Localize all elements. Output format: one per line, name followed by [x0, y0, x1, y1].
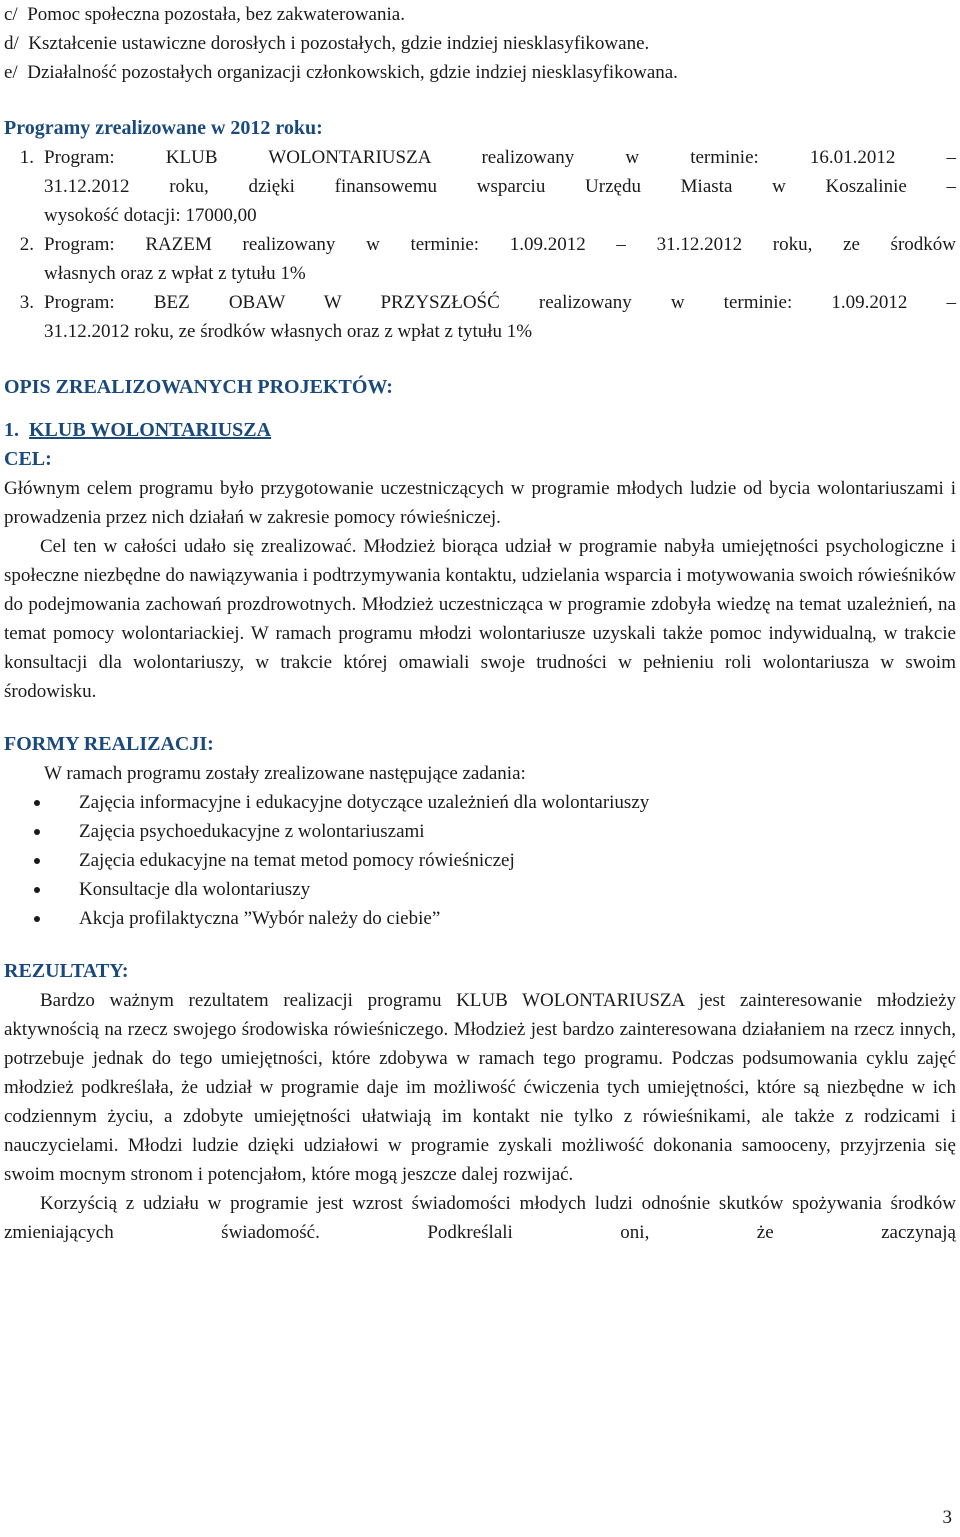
bullet-icon [34, 829, 40, 835]
list-item: d/ Kształcenie ustawiczne dorosłych i pozostałych, gdzie indziej niesklasyfikowane. [4, 33, 650, 54]
bullet-icon [34, 800, 40, 806]
bullet-icon [34, 916, 40, 922]
forms-list [4, 788, 956, 933]
cel-label: CEL: [4, 448, 52, 470]
cel-paragraph-2: Cel ten w całości udało się zrealizować. Młodzież biorąca udział w programie nabyła umiejętności psychologiczne i społeczne niezbędne do nawiązywania i podtrzymywania kontaktu, udzielania wsparcia i motywowania swoich rówieśników do podejmowania zachowań prozdrowotnych. Młodzież uczestnicząca w programie zdobyła wiedzę na temat uzależnień, na temat pomocy wolontariackiej. W ramach programu młodzi wolontariusze uzyskali także pomoc indywidualną, w trakcie konsultacji dla wolontariuszy, w trakcie której omawiali swoje trudności w pełnieniu roli wolontariusza w swoim środowisku. [4, 536, 956, 702]
bullet-icon [34, 887, 40, 893]
program-item: 1. Program: KLUB WOLONTARIUSZA realizowany w terminie: 16.01.2012 – 31.12.2012 roku, dzięki finansowemu wsparciu Urzędu Miasta w Koszalinie – wysokość dotacji: 17000,00 [19, 147, 956, 226]
page-number: 3 [942, 1507, 952, 1528]
document-page [4, 0, 956, 1247]
bullet-icon [34, 858, 40, 864]
results-label: REZULTATY: [4, 960, 129, 982]
results-paragraph: Bardzo ważnym rezultatem realizacji programu KLUB WOLONTARIUSZA jest zainteresowanie młodzieży aktywnością na rzecz swojego środowiska rówieśniczego. Młodzież jest bardzo zainteresowana działaniem na rzecz innych, potrzebuje jednak do tego umiejętności, które zdobywa w ramach tego programu. Podczas podsumowania cyklu zajęć młodzież podkreślała, że udział w programie daje im możliwość ćwiczenia tych umiejętności, które są niezbędne w ich codziennym życiu, a zdobyte umiejętności ułatwiają im kontakt nie tylko z rówieśnikami, ale także z rodzicami i nauczycielami. Młodzi ludzie dzięki udziałowi w programie zyskali możliwość dokonania samooceny, przyjrzenia się swoim mocnym stronom i potencjałom, które mogą jeszcze dalej rozwijać. [4, 990, 956, 1185]
project-title: 1. KLUB WOLONTARIUSZA [4, 419, 272, 441]
forms-intro: W ramach programu zostały zrealizowane następujące zadania: [44, 763, 526, 784]
results-paragraph-2: Korzyścią z udziału w programie jest wzrost świadomości młodych ludzi odnośnie skutków spożywania środków zmieniających świadomość. Podkreślali oni, że zaczynają [4, 1193, 956, 1243]
list-item: Zajęcia psychoedukacyjne z wolontariuszami [4, 817, 956, 846]
program-item: 3. Program: BEZ OBAW W PRZYSZŁOŚĆ realizowany w terminie: 1.09.2012 – 31.12.2012 roku, ze środków własnych oraz z wpłat z tytułu 1% [19, 292, 956, 342]
list-item: Akcja profilaktyczna ”Wybór należy do ciebie” [4, 904, 956, 933]
top-list [4, 0, 956, 87]
program-item: 2. Program: RAZEM realizowany w terminie: 1.09.2012 – 31.12.2012 roku, ze środków własnych oraz z wpłat z tytułu 1% [19, 234, 956, 284]
forms-label: FORMY REALIZACJI: [4, 733, 214, 755]
list-item: Zajęcia edukacyjne na temat metod pomocy rówieśniczej [4, 846, 956, 875]
programs-list [4, 143, 956, 346]
list-item: Zajęcia informacyjne i edukacyjne dotyczące uzależnień dla wolontariuszy [4, 788, 956, 817]
programs-heading: Programy zrealizowane w 2012 roku: [4, 117, 323, 139]
list-item: Konsultacje dla wolontariuszy [4, 875, 956, 904]
list-item: c/ Pomoc społeczna pozostała, bez zakwaterowania. [4, 4, 405, 25]
list-item: e/ Działalność pozostałych organizacji członkowskich, gdzie indziej niesklasyfikowana. [4, 62, 678, 83]
projects-heading: OPIS ZREALIZOWANYCH PROJEKTÓW: [4, 376, 393, 398]
cel-paragraph: Głównym celem programu było przygotowanie uczestniczących w programie młodych ludzie od bycia wolontariuszami i prowadzenia przez nich działań w zakresie pomocy rówieśniczej. [4, 478, 956, 528]
